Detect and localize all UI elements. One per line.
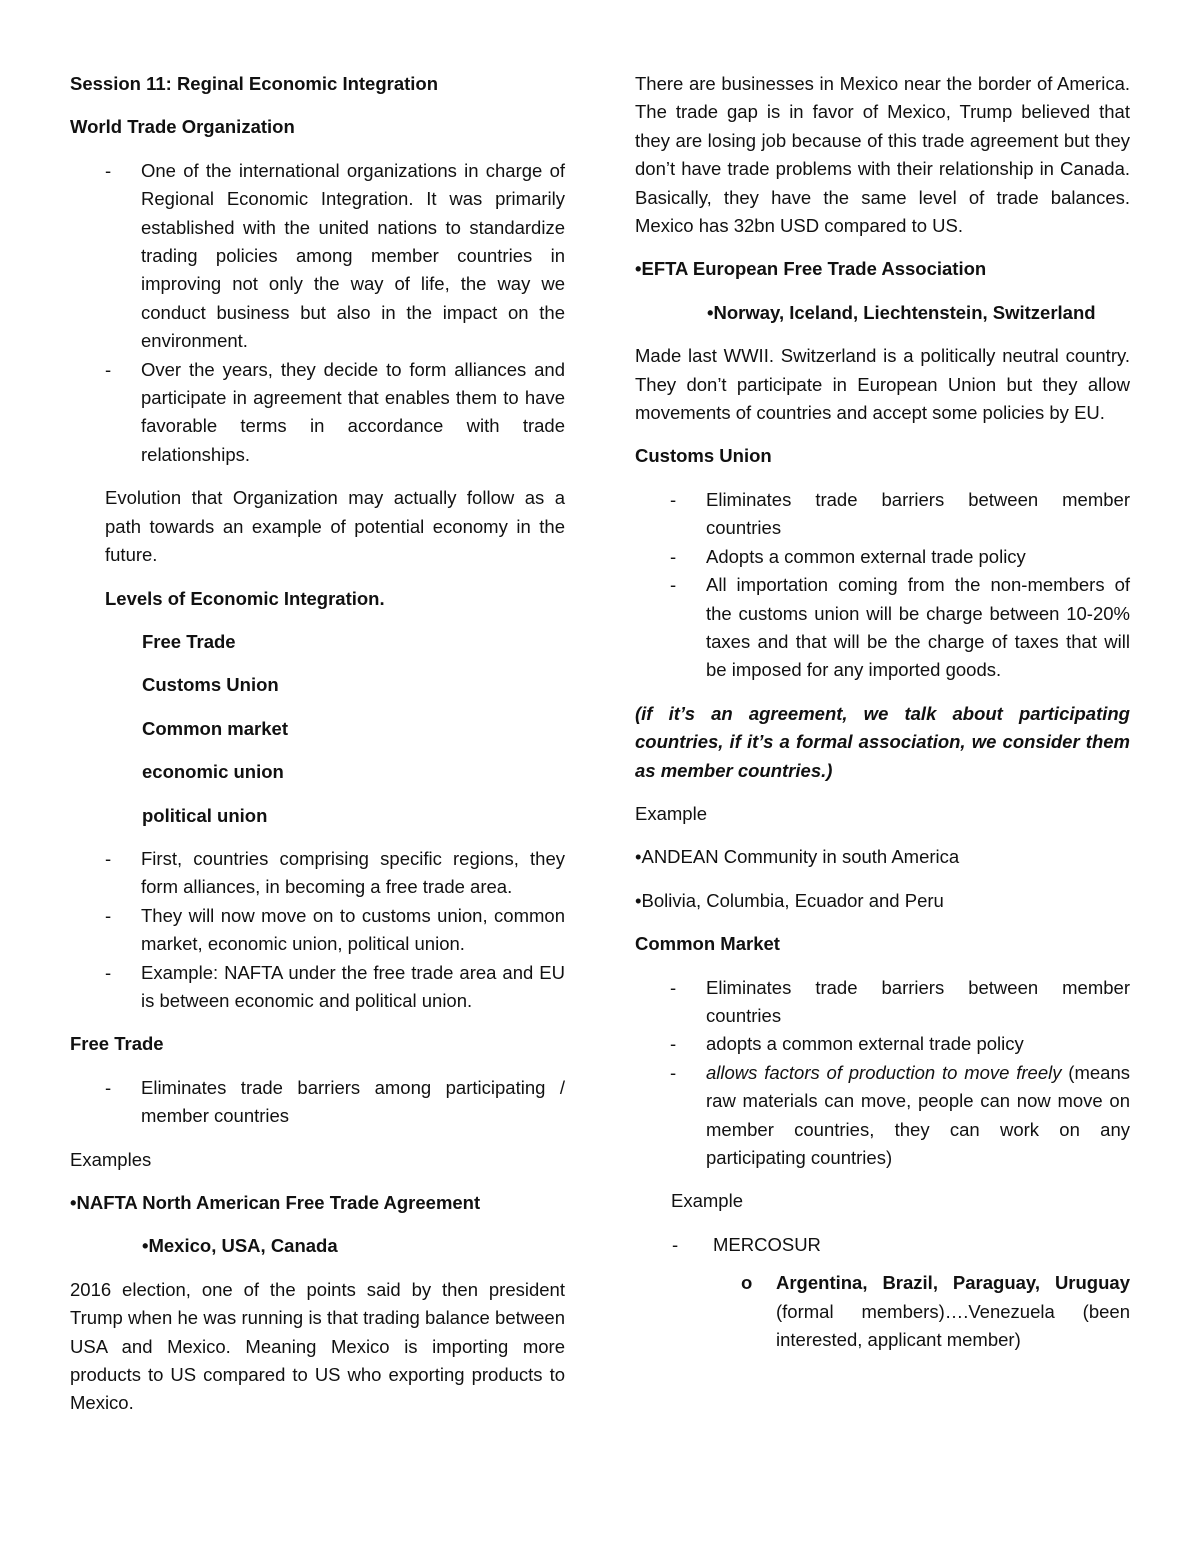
mercosur-item [635,1231,1130,1259]
level-customs-union: Customs Union [142,674,279,696]
list-item: - All importation coming from the non-members of the customs union will be charge between 10-20% taxes and that will be the charge of taxes that will be imposed for any imported goods. [635,571,1130,685]
level-economic-union: economic union [142,761,284,783]
evolution-paragraph: Evolution that Organization may actually follow as a path towards an example of potential economy in the future. [105,487,565,566]
list-item: - First, countries comprising specific regions, they form alliances, in becoming a free trade area. [70,845,565,902]
common-market-heading: Common Market [635,933,780,955]
level-political-union: political union [142,804,268,826]
mercosur-members [635,1269,1130,1354]
list-item: - Eliminates trade barriers between member countries [635,486,1130,543]
efta-members-bullet: • Norway, Iceland, Liechtenstein, Switzerland [635,299,1130,327]
list-item: - adopts a common external trade policy [635,1030,1130,1058]
list-item: - Eliminates trade barriers between member countries [635,974,1130,1031]
customs-union-list [635,486,1130,685]
session-title: Session 11: Reginal Economic Integration [70,73,439,94]
wto-heading: World Trade Organization [70,116,295,138]
wwii-paragraph: Made last WWII. Switzerland is a politically neutral country. They don’t participate in European Union but they allow movements of countries and accept some policies by EU. [635,345,1130,424]
mexico-paragraph: There are businesses in Mexico near the border of America. The trade gap is in favor of Mexico, Trump believed that they are losing job because of this trade agreement but they don’t have trade problems with their relationship in Canada. Basically, they have the same level of trade balances. Mexico has 32bn USD compared to US. [635,73,1130,237]
list-item: - Example: NAFTA under the free trade area and EU is between economic and political union. [70,959,565,1016]
list-item: - Over the years, they decide to form alliances and participate in agreement that enables them to have favorable terms in accordance with trade relationships. [70,356,565,470]
list-item: - Eliminates trade barriers among participating / member countries [70,1074,565,1131]
factor-rest: (means raw materials can move, people can now move on member countries, they can work on any participating countries) [706,1061,1130,1168]
mercosur-members-bold: Argentina, Brazil, Paraguay, Uruguay [776,1272,1130,1294]
example-label: Example [635,802,707,824]
common-market-list [635,974,1130,1173]
levels-list [70,845,565,1015]
level-common-market: Common market [142,717,288,739]
left-column [70,70,565,1433]
factor-italic: allows factors of production to move freely [706,1061,1062,1083]
free-trade-heading: Free Trade [70,1033,164,1055]
nafta-members-bullet: • Mexico, USA, Canada [70,1232,565,1260]
wto-list [70,157,565,469]
examples-label: Examples [70,1148,152,1170]
mercosur-label: MERCOSUR [713,1233,821,1255]
level-free-trade: Free Trade [142,630,236,652]
membership-note: (if it’s an agreement, we talk about participating countries, if it’s a formal association, we consider them as member countries.) [635,702,1130,781]
andean-members-bullet: • Bolivia, Columbia, Ecuador and Peru [635,887,1130,915]
efta-bullet: • EFTA European Free Trade Association [635,255,1130,283]
right-column [635,70,1130,1369]
nafta-bullet: • NAFTA North American Free Trade Agreement [70,1189,565,1217]
list-item [635,1059,1130,1173]
andean-bullet: • ANDEAN Community in south America [635,843,1130,871]
free-trade-list [70,1074,565,1131]
list-item: - They will now move on to customs union, common market, economic union, political union. [70,902,565,959]
election-paragraph: 2016 election, one of the points said by then president Trump when he was running is that trading balance between USA and Mexico. Meaning Mexico is importing more products to US compared to US who exporting products to Mexico. [70,1278,565,1414]
customs-union-heading: Customs Union [635,445,772,467]
mercosur-members-rest: (formal members)….Venezuela (been interested, applicant member) [776,1300,1130,1351]
list-item: - Adopts a common external trade policy [635,543,1130,571]
example-label-2: Example [671,1190,743,1212]
levels-heading: Levels of Economic Integration. [105,587,385,609]
list-item: - One of the international organizations in charge of Regional Economic Integration. It was primarily established with the united nations to standardize trading policies among member countries in improving not only the way of life, the way we conduct business but also in the impact on the environment. [70,157,565,356]
